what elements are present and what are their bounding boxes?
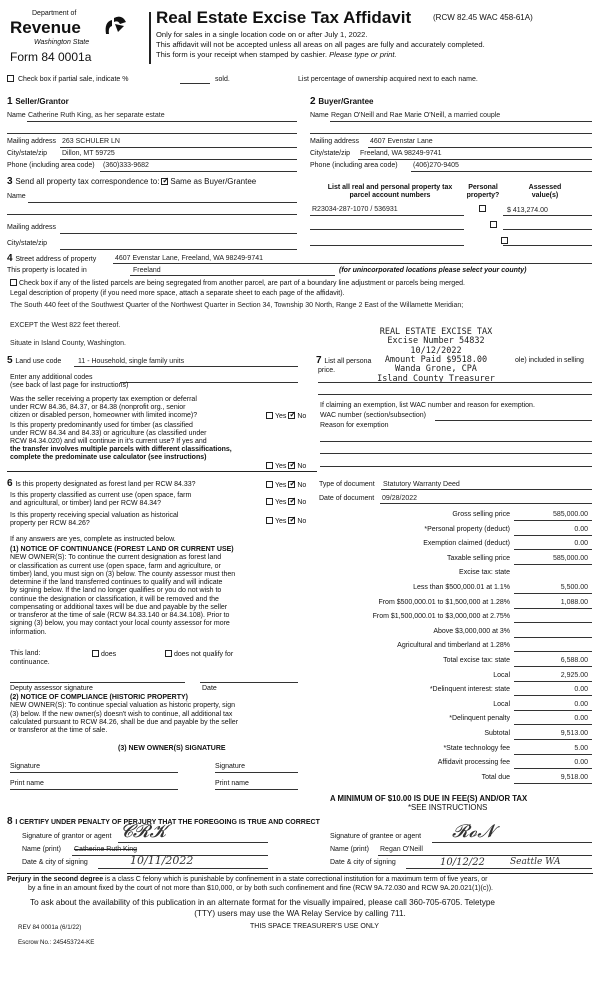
timber-yes-no: Yes ✓ No — [266, 462, 306, 471]
tax-row-value[interactable]: 9,513.00 — [560, 730, 588, 737]
forest-q3-no[interactable] — [288, 517, 295, 524]
segregation-checkbox[interactable] — [10, 279, 17, 286]
tax-row-value[interactable]: 5,500.00 — [560, 584, 588, 591]
forest-q2-no[interactable] — [288, 498, 295, 505]
tax-row-line — [514, 681, 592, 682]
corr-city-field[interactable] — [60, 249, 297, 250]
tax-row-label: Agricultural and timberland at 1.28% — [397, 642, 510, 649]
tax-row-label: *Personal property (deduct) — [424, 526, 510, 533]
personal-property-field-1[interactable] — [318, 382, 592, 383]
seller-name-line — [27, 121, 297, 122]
grantee-print-line — [378, 855, 592, 856]
partial-sale-label: Check box if partial sale, indicate % — [17, 76, 129, 83]
parcel-number-1[interactable]: R23034-287-1070 / 536931 — [312, 206, 398, 213]
form-title: Real Estate Excise Tax Affidavit — [156, 8, 412, 27]
does-row: does — [92, 650, 116, 659]
owner-sig-label-2: Signature — [215, 763, 245, 770]
assessed-value-2[interactable] — [503, 229, 592, 230]
assessed-value-3[interactable] — [503, 245, 592, 246]
deputy-sig-label: Deputy assessor signature — [10, 685, 93, 692]
land-use-row: 5 Land use code — [7, 355, 62, 366]
partial-sale-row — [7, 75, 128, 84]
grantor-print-label: Name (print) — [22, 846, 61, 853]
doc-type-field[interactable]: Statutory Warranty Deed — [383, 481, 460, 488]
forest-q2-yes-no: Yes ✓ No — [266, 498, 306, 507]
seller-city-label: City/state/zip — [7, 150, 48, 157]
stamp-line-2: Excise Number 54832 — [387, 336, 485, 347]
escrow-row: Escrow No.: 245453724-KE — [18, 939, 95, 946]
exemption-question: Was the seller receiving a property tax exemption or deferral under RCW 84.36, 84.37, or 84.38 (nonprofit org., senior citizen or disabled person, homeowner with limited income)? — [10, 396, 198, 420]
legal-desc-line-1: The South 440 feet of the Southwest Quarter of the Northwest Quarter in Section 34, Township 30 North, Range 2 East of the Willamette Meridian; — [10, 302, 464, 309]
forest-q1-yes-no: Yes ✓ No — [266, 481, 306, 490]
seller-phone-label: Phone (including area code) — [7, 162, 95, 169]
buyer-heading: 2 Buyer/Grantee — [310, 96, 374, 107]
forest-q1-yes[interactable] — [266, 481, 273, 488]
forest-q1: 6 Is this property designated as forest land per RCW 84.33? — [7, 478, 196, 489]
corr-mail-label: Mailing address — [7, 224, 57, 231]
forest-q3: Is this property receiving special valuation as historical property per RCW 84.26? — [10, 512, 179, 528]
tax-row-value[interactable]: 0.00 — [574, 540, 588, 547]
tax-row-value[interactable]: 1,088.00 — [560, 599, 588, 606]
exemption-no-checkbox[interactable] — [288, 412, 295, 419]
legal-desc-line-2: EXCEPT the West 822 feet thereof. — [10, 322, 121, 329]
buyer-name-line — [330, 121, 592, 122]
reason-field-2[interactable] — [320, 453, 592, 454]
corr-city-label: City/state/zip — [7, 240, 48, 247]
tax-row-line — [514, 593, 592, 594]
wac-number-label: WAC number (section/subsection) — [320, 412, 426, 419]
buyer-extra-line — [310, 133, 592, 134]
seller-city-field[interactable]: Dillon, MT 59725 — [62, 150, 115, 157]
tax-row-value[interactable]: 2,925.00 — [560, 672, 588, 679]
reason-exemption-label: Reason for exemption — [320, 422, 389, 429]
tax-row-label: Excise tax: state — [459, 569, 510, 576]
grantee-city-field[interactable]: Seattle WA — [510, 857, 561, 867]
buyer-city-line — [358, 159, 592, 160]
doc-date-field[interactable]: 09/28/2022 — [382, 495, 418, 502]
tax-row-label: Taxable selling price — [446, 555, 510, 562]
tax-row-value[interactable]: 585,000.00 — [552, 511, 588, 518]
grantee-print-field[interactable]: Regan O'Neill — [380, 846, 423, 853]
owner-print-label-2: Print name — [215, 780, 249, 787]
grantee-date-line — [406, 868, 592, 869]
personal-property-field-2[interactable] — [318, 394, 592, 395]
notice-continuance: (1) NOTICE OF CONTINUANCE (FOREST LAND OR CURRENT USE) NEW OWNER(S): To continue the current designation as forest land or classification as current use (open space, farm and agriculture, or timber) land, you must sign on (3) below. The county assessor must then determine if the land transferred continues to qualify and will indicate by signing below. If the land no longer qualifies or you do not wish to continue the designation or classification, it will be removed and the compensating or additional taxes will be due and payable by the seller or transferor at the time of sale (RCW 84.33.140 or 84.34.108). Prior to signing (3) below, you may contact your local county assessor for more information. — [10, 546, 236, 636]
buyer-name-field[interactable]: Regan O'Neill and Rae Marie O'Neill, a married couple — [331, 112, 501, 119]
dept-label: Department of — [32, 10, 77, 17]
seller-mail-label: Mailing address — [7, 138, 57, 145]
located-field[interactable]: Freeland — [133, 267, 161, 274]
exemption-yes-checkbox[interactable] — [266, 412, 273, 419]
forest-q2: Is this property classified as current use (open space, farm and agricultural, or timber) land per RCW 84.34? — [10, 492, 192, 508]
buyer-phone-field[interactable]: (406)270-9405 — [413, 162, 459, 169]
corr-extra-line — [7, 214, 297, 215]
seller-heading: 1 Seller/Grantor — [7, 96, 69, 107]
if-yes-note: If any answers are yes, complete as instructed below. — [10, 536, 176, 543]
forest-q2-yes[interactable] — [266, 498, 273, 505]
tax-row-line — [514, 651, 592, 652]
same-as-buyer-checkbox[interactable] — [161, 178, 168, 185]
buyer-mail-label: Mailing address — [310, 138, 360, 145]
this-land-label: This land: — [10, 650, 41, 657]
timber-no-checkbox[interactable] — [288, 462, 295, 469]
seller-mail-line — [60, 147, 297, 148]
reason-field-1[interactable] — [320, 441, 592, 442]
personal-property-tail: ole) included in selling — [515, 357, 584, 364]
owner-print-field-2[interactable] — [215, 789, 298, 790]
grantee-sig-label: Signature of grantee or agent — [330, 833, 422, 840]
unincorporated-note: (for unincorporated locations please select your county) — [339, 267, 527, 274]
tax-row-label: *State technology fee — [443, 745, 510, 752]
certify-heading: 8 I CERTIFY UNDER PENALTY OF PERJURY THAT THE FOREGOING IS TRUE AND CORRECT — [7, 816, 320, 827]
tax-row-label: From $1,500,000.01 to $3,000,000 at 2.75% — [372, 613, 510, 620]
tax-row-line — [514, 783, 592, 784]
seller-phone-line — [100, 171, 297, 172]
tax-row-value[interactable]: 0.00 — [574, 686, 588, 693]
tax-row-label: Above $3,000,000 at 3% — [433, 628, 510, 635]
form-number: Form 84 0001a — [10, 50, 92, 64]
tax-row-value[interactable]: 0.00 — [574, 701, 588, 708]
tax-row-label: *Delinquent interest: state — [429, 686, 510, 693]
owner-sig-label-1: Signature — [10, 763, 40, 770]
grantee-date-label: Date & city of signing — [330, 859, 396, 866]
street-label-row: 4 Street address of property — [7, 253, 97, 264]
assessed-col-header: Assessed value(s) — [528, 184, 562, 200]
grantor-signature: 𝓒𝓡𝓚 — [120, 821, 167, 842]
tax-row-value[interactable]: 0.00 — [574, 759, 588, 766]
tax-row-value[interactable]: 0.00 — [574, 715, 588, 722]
personal-checkbox-3[interactable] — [501, 237, 508, 244]
header-line-3 — [156, 51, 397, 60]
tax-row-label: Gross selling price — [452, 511, 510, 518]
seller-extra-line — [7, 133, 297, 134]
tax-row-label: From $500,000.01 to $1,500,000 at 1.28% — [378, 599, 510, 606]
accessibility-line-2: (TTY) users may use the WA Relay Service by calling 711. — [194, 909, 406, 918]
tax-row-value[interactable]: 5.00 — [574, 745, 588, 752]
section5-bottom-rule — [7, 471, 317, 472]
tax-row-line — [514, 739, 592, 740]
tax-row-value[interactable]: 6,588.00 — [560, 657, 588, 664]
owner-signature-field-1[interactable] — [10, 772, 178, 773]
tax-row-label: Local — [493, 672, 510, 679]
doc-date-label: Date of document — [319, 495, 375, 502]
grantee-print-label: Name (print) — [330, 846, 369, 853]
stamp-line-4: Amount Paid $9518.00 — [384, 355, 488, 366]
owner-print-label-1: Print name — [10, 780, 44, 787]
treasurer-use-label: THIS SPACE TREASURER'S USE ONLY — [250, 923, 379, 930]
parcel-line-1 — [310, 215, 464, 216]
additional-codes-field[interactable] — [120, 382, 298, 383]
tax-row-line — [514, 768, 592, 769]
tax-row-label: Affidavit processing fee — [437, 759, 510, 766]
assessed-value-1[interactable]: $ 413,274.00 — [507, 207, 548, 214]
perjury-line-2: by a fine in an amount fixed by the court of not more than $10,000, or by both such confinement and fine (RCW 9A.72.030 and RCW 9A.20.021(1)(c)). — [28, 885, 493, 892]
deputy-date-label: Date — [202, 685, 217, 692]
does-not-row: does not qualify for — [165, 650, 233, 659]
timber-yes-checkbox[interactable] — [266, 462, 273, 469]
wac-number-field[interactable] — [435, 420, 592, 421]
exemption-yes-no: Yes ✓ No — [266, 412, 306, 421]
additional-codes-label: Enter any additional codes — [10, 374, 93, 381]
personal-property-row: 7 List all persona — [316, 355, 372, 366]
correspondence-row: 3 Send all property tax correspondence to: ✓ Same as Buyer/Grantee — [7, 176, 256, 188]
buyer-city-field[interactable]: Freeland, WA 98249-9741 — [360, 150, 442, 157]
grantee-signature: 𝓡𝓸𝓝 — [452, 821, 495, 842]
revenue-label: Revenue — [10, 18, 81, 37]
legal-desc-label: Legal description of property (if you need more space, attach a separate sheet to each page of the affidavit). — [10, 290, 345, 297]
forest-q3-yes[interactable] — [266, 517, 273, 524]
partial-sale-checkbox[interactable] — [7, 75, 14, 82]
tax-row-label: Local — [493, 701, 510, 708]
stamp-line-1: REAL ESTATE EXCISE TAX — [379, 327, 493, 337]
perjury-line-1: Perjury in the second degree is a class C felony which is punishable by confinement in a state correctional institution for a maximum term of five years, or — [7, 876, 488, 883]
accessibility-line-1: To ask about the availability of this publication in an alternate format for the visually impaired, please call 360-705-6705. Teletype — [30, 898, 495, 907]
buyer-mail-line — [368, 147, 592, 148]
wa-revenue-logo-icon — [102, 14, 128, 36]
deputy-date-field[interactable] — [200, 682, 298, 683]
tax-row-line — [514, 622, 592, 623]
header-line-1: Only for sales in a single location code on or after July 1, 2022. — [156, 30, 368, 39]
header-line-3-text: This form is your receipt when stamped by cashier. — [156, 50, 327, 59]
header-line-3-italic: Please type or print. — [329, 50, 397, 59]
tax-row-line — [514, 724, 592, 725]
tax-row-value[interactable]: 0.00 — [574, 526, 588, 533]
tax-row-line — [514, 520, 592, 521]
tax-row-label: Exemption claimed (deduct) — [423, 540, 510, 547]
minimum-due-note: A MINIMUM OF $10.00 IS DUE IN FEE(S) AND/OR TAX — [330, 794, 528, 803]
footer-top-rule — [7, 873, 593, 874]
corr-name-field[interactable] — [28, 202, 297, 203]
located-label: This property is located in — [7, 267, 87, 274]
tax-row-label: *Delinquent penalty — [449, 715, 510, 722]
stamp-line-3: 10/12/2022 — [410, 345, 462, 356]
doc-date-line — [380, 503, 592, 504]
tax-row-label: Subtotal — [484, 730, 510, 737]
tax-row-line — [514, 754, 592, 755]
does-not-checkbox[interactable] — [165, 650, 172, 657]
tax-row-line — [514, 535, 592, 536]
tax-row-value[interactable]: 9,518.00 — [560, 774, 588, 781]
partial-percent-field[interactable] — [180, 83, 210, 84]
stamp-line-6: Island County Treasurer — [377, 373, 495, 384]
revision-label: REV 84 0001a (6/1/22) — [18, 924, 82, 931]
does-checkbox[interactable] — [92, 650, 99, 657]
tax-row-line — [514, 549, 592, 550]
form-rcw: (RCW 82.45 WAC 458-61A) — [433, 13, 533, 22]
forest-q3-yes-no: Yes ✓ No — [266, 517, 306, 526]
buyer-name-label: Name — [310, 112, 329, 119]
segregation-row: Check box if any of the listed parcels are being segregated from another parcel, are part of a boundary line adjustment or parcels being merged. — [10, 279, 465, 288]
land-use-field[interactable]: 11 - Household, single family units — [78, 358, 185, 365]
tax-row-value[interactable]: 585,000.00 — [552, 555, 588, 562]
tax-row-label: Total due — [481, 774, 510, 781]
owner-print-field-1[interactable] — [10, 789, 178, 790]
street-line — [113, 263, 592, 264]
owner-signature-field-2[interactable] — [215, 772, 298, 773]
buyer-city-label: City/state/zip — [310, 150, 351, 157]
stamp-line-5: Wanda Grone, CPA — [395, 364, 477, 375]
grantor-date-field[interactable]: 10/11/2022 — [130, 854, 194, 867]
buyer-phone-line — [411, 171, 592, 172]
land-use-line — [74, 366, 298, 367]
assessed-line-1 — [503, 215, 592, 216]
seller-mail-field[interactable]: 263 SCHULER LN — [62, 138, 120, 145]
personal-property-price: price. — [318, 367, 336, 374]
seller-name-field[interactable]: Catherine Ruth King, as her separate estate — [28, 112, 165, 119]
seller-city-line — [60, 159, 297, 160]
state-label: Washington State — [34, 39, 90, 46]
doc-type-line — [381, 489, 592, 490]
corr-name-label: Name — [7, 193, 26, 200]
tax-row-line — [514, 564, 592, 565]
tax-row-line — [514, 637, 592, 638]
see-instructions-note: *SEE INSTRUCTIONS — [408, 803, 488, 812]
tax-row-line — [514, 695, 592, 696]
doc-type-label: Type of document — [319, 481, 375, 488]
claim-exemption-label: If claiming an exemption, list WAC number and reason for exemption. — [320, 402, 535, 409]
grantor-date-label: Date & city of signing — [22, 859, 88, 866]
new-owner-sig-heading: (3) NEW OWNER(S) SIGNATURE — [118, 745, 226, 752]
parcel-number-3[interactable] — [310, 245, 464, 246]
forest-q1-no[interactable] — [288, 481, 295, 488]
tax-row-line — [514, 710, 592, 711]
tax-row-label: Total excise tax: state — [443, 657, 510, 664]
seller-name-label: Name — [7, 112, 26, 119]
continuance-label: continuance. — [10, 659, 50, 666]
street-address-field[interactable]: 4607 Evenstar Lane, Freeland, WA 98249-9741 — [115, 255, 264, 262]
header-divider — [149, 12, 151, 64]
tax-row-label: Less than $500,000.01 at 1.1% — [413, 584, 510, 591]
tax-row-line — [514, 608, 592, 609]
buyer-mail-field[interactable]: 4607 Evenstar Lane — [370, 138, 433, 145]
personal-checkbox-1[interactable] — [479, 205, 486, 212]
personal-checkbox-2[interactable] — [490, 221, 497, 228]
tax-row-line — [514, 666, 592, 667]
parcel-number-2[interactable] — [310, 229, 464, 230]
sold-label: sold. — [215, 76, 230, 83]
personal-col-header: Personal property? — [466, 184, 500, 200]
parcel-col-header: List all real and personal property tax parcel account numbers — [327, 184, 453, 200]
deputy-signature-field[interactable] — [10, 682, 185, 683]
ownership-note: List percentage of ownership acquired next to each name. — [298, 76, 478, 83]
grantor-print-field[interactable]: Catherine Ruth King — [74, 846, 138, 853]
grantor-date-line — [98, 868, 268, 869]
buyer-phone-label: Phone (including area code) — [310, 162, 398, 169]
header-line-2: This affidavit will not be accepted unless all areas on all pages are fully and accurately completed. — [156, 40, 485, 49]
see-back-label: (see back of last page for instructions) — [10, 382, 129, 389]
grantor-sig-label: Signature of grantor or agent — [22, 833, 112, 840]
notice-compliance: (2) NOTICE OF COMPLIANCE (HISTORIC PROPERTY) NEW OWNER(S): To continue special valuation as historic property, sign (3) below. If the new owner(s) doesn't wish to continue, all additional tax calculated pursuant to RCW 84.26, shall be due and payable by the seller or transferor at the time of sale. — [10, 694, 239, 734]
treasurer-stamp — [356, 328, 516, 384]
corr-mail-field[interactable] — [60, 233, 297, 234]
legal-desc-line-3: Situate in Island County, Washington. — [10, 340, 126, 347]
located-line — [130, 275, 335, 276]
grantee-date-field[interactable]: 10/12/22 — [440, 857, 485, 868]
timber-question: Is this property predominantly used for timber (as classified under RCW 84.34 and 84.33) or agriculture (as classified under RCW 84.34.020) and will continue in it's current use? If yes and the transfer involves multiple parcels with different classifications, complete the predominate use calculator (see instructions) — [10, 422, 232, 462]
seller-phone-field[interactable]: (360)333-9682 — [103, 162, 149, 169]
reason-field-3[interactable] — [320, 466, 592, 467]
